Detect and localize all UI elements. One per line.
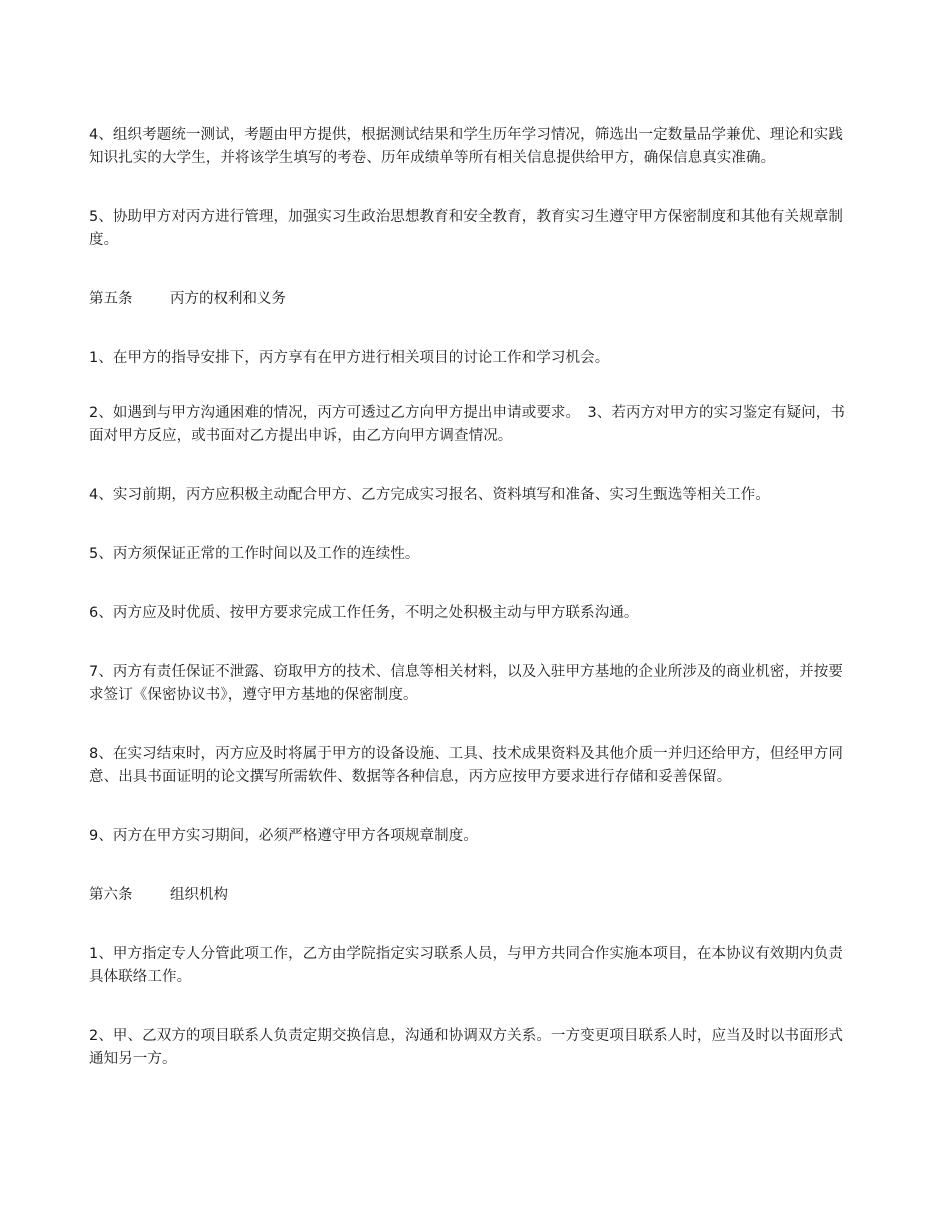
paragraph-item-5: 5、协助甲方对丙方进行管理，加强实习生政治思想教育和安全教育，教育实习生遵守甲方保密制度和其他有关规章制度。 — [89, 209, 843, 248]
article-5-title: 丙方的权利和义务 — [170, 291, 286, 307]
article-6-heading — [89, 884, 857, 907]
paragraph-item-4b: 4、实习前期，丙方应积极主动配合甲方、乙方完成实习报名、资料填写和准备、实习生甄选等相关工作。 — [89, 487, 770, 503]
document-page — [89, 124, 857, 1071]
paragraph-item-7: 7、丙方有责任保证不泄露、窃取甲方的技术、信息等相关材料，以及入驻甲方基地的企业所涉及的商业机密，并按要求签订《保密协议书》，遵守甲方基地的保密制度。 — [89, 664, 843, 703]
paragraph-item-2-3: 2、如遇到与甲方沟通困难的情况，丙方可透过乙方向甲方提出申请或要求。 3、若丙方对甲方的实习鉴定有疑问，书面对甲方反应，或书面对乙方提出申诉，由乙方向甲方调查情况。 — [89, 405, 845, 444]
paragraph-item-6: 6、丙方应及时优质、按甲方要求完成工作任务，不明之处积极主动与甲方联系沟通。 — [89, 605, 639, 621]
paragraph-item-1: 1、在甲方的指导安排下，丙方享有在甲方进行相关项目的讨论工作和学习机会。 — [89, 350, 610, 366]
article-6-number: 第六条 — [89, 887, 133, 903]
article-5-number: 第五条 — [89, 291, 133, 307]
paragraph-item-9: 9、丙方在甲方实习期间，必须严格遵守甲方各项规章制度。 — [89, 828, 478, 844]
paragraph-item-8: 8、在实习结束时，丙方应及时将属于甲方的设备设施、工具、技术成果资料及其他介质一并归还给甲方，但经甲方同意、出具书面证明的论文撰写所需软件、数据等各种信息，丙方应按甲方要求进行存储和妥善保留。 — [89, 746, 843, 785]
article-6-title: 组织机构 — [170, 887, 228, 903]
article-5-heading — [89, 288, 857, 311]
paragraph-item-2b: 2、甲、乙双方的项目联系人负责定期交换信息，沟通和协调双方关系。一方变更项目联系人时，应当及时以书面形式通知另一方。 — [89, 1028, 843, 1067]
paragraph-item-1b: 1、甲方指定专人分管此项工作，乙方由学院指定实习联系人员，与甲方共同合作实施本项目，在本协议有效期内负责具体联络工作。 — [89, 946, 843, 985]
paragraph-item-5b: 5、丙方须保证正常的工作时间以及工作的连续性。 — [89, 546, 420, 562]
paragraph-item-4: 4、组织考题统一测试，考题由甲方提供，根据测试结果和学生历年学习情况，筛选出一定数量品学兼优、理论和实践知识扎实的大学生，并将该学生填写的考卷、历年成绩单等所有相关信息提供给甲方，确保信息真实准确。 — [89, 127, 843, 166]
